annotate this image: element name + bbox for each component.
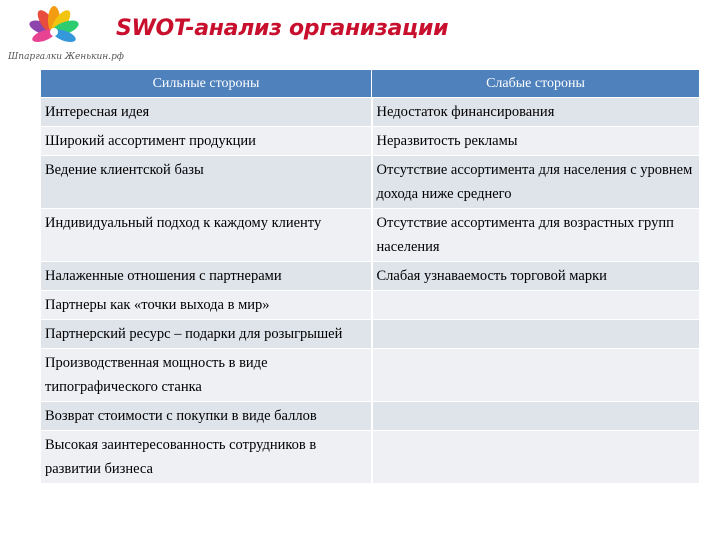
strength-cell: Партнерский ресурс – подарки для розыгрышей bbox=[41, 320, 372, 349]
logo bbox=[8, 6, 100, 72]
swot-table bbox=[40, 69, 700, 484]
weakness-cell: Отсутствие ассортимента для населения с уровнем дохода ниже среднего bbox=[372, 156, 700, 209]
table-row bbox=[41, 127, 700, 156]
table-row bbox=[41, 209, 700, 262]
table-row bbox=[41, 291, 700, 320]
strength-cell: Высокая заинтересованность сотрудников в развитии бизнеса bbox=[41, 431, 372, 484]
table-body bbox=[41, 98, 700, 484]
weakness-cell bbox=[372, 431, 700, 484]
table-row bbox=[41, 262, 700, 291]
weakness-cell: Слабая узнаваемость торговой марки bbox=[372, 262, 700, 291]
strength-cell: Интересная идея bbox=[41, 98, 372, 127]
flower-logo-icon bbox=[8, 6, 100, 56]
strength-cell: Партнеры как «точки выхода в мир» bbox=[41, 291, 372, 320]
table-row bbox=[41, 320, 700, 349]
weakness-cell bbox=[372, 349, 700, 402]
column-header-strengths: Сильные стороны bbox=[41, 70, 372, 98]
weakness-cell: Отсутствие ассортимента для возрастных групп населения bbox=[372, 209, 700, 262]
page-title: SWOT-анализ организации bbox=[116, 16, 449, 41]
column-header-weaknesses: Слабые стороны bbox=[372, 70, 700, 98]
header-row bbox=[41, 70, 700, 98]
strength-cell: Возврат стоимости с покупки в виде баллов bbox=[41, 402, 372, 431]
strength-cell: Налаженные отношения с партнерами bbox=[41, 262, 372, 291]
table-row bbox=[41, 402, 700, 431]
weakness-cell bbox=[372, 320, 700, 349]
table-row bbox=[41, 98, 700, 127]
weakness-cell: Неразвитость рекламы bbox=[372, 127, 700, 156]
weakness-cell bbox=[372, 291, 700, 320]
logo-caption: Шпаргалки Женькин.рф bbox=[8, 52, 124, 62]
table-row bbox=[41, 156, 700, 209]
weakness-cell: Недостаток финансирования bbox=[372, 98, 700, 127]
table-row bbox=[41, 349, 700, 402]
strength-cell: Широкий ассортимент продукции bbox=[41, 127, 372, 156]
table-row bbox=[41, 431, 700, 484]
strength-cell: Производственная мощность в виде типографического станка bbox=[41, 349, 372, 402]
strength-cell: Индивидуальный подход к каждому клиенту bbox=[41, 209, 372, 262]
strength-cell: Ведение клиентской базы bbox=[41, 156, 372, 209]
weakness-cell bbox=[372, 402, 700, 431]
